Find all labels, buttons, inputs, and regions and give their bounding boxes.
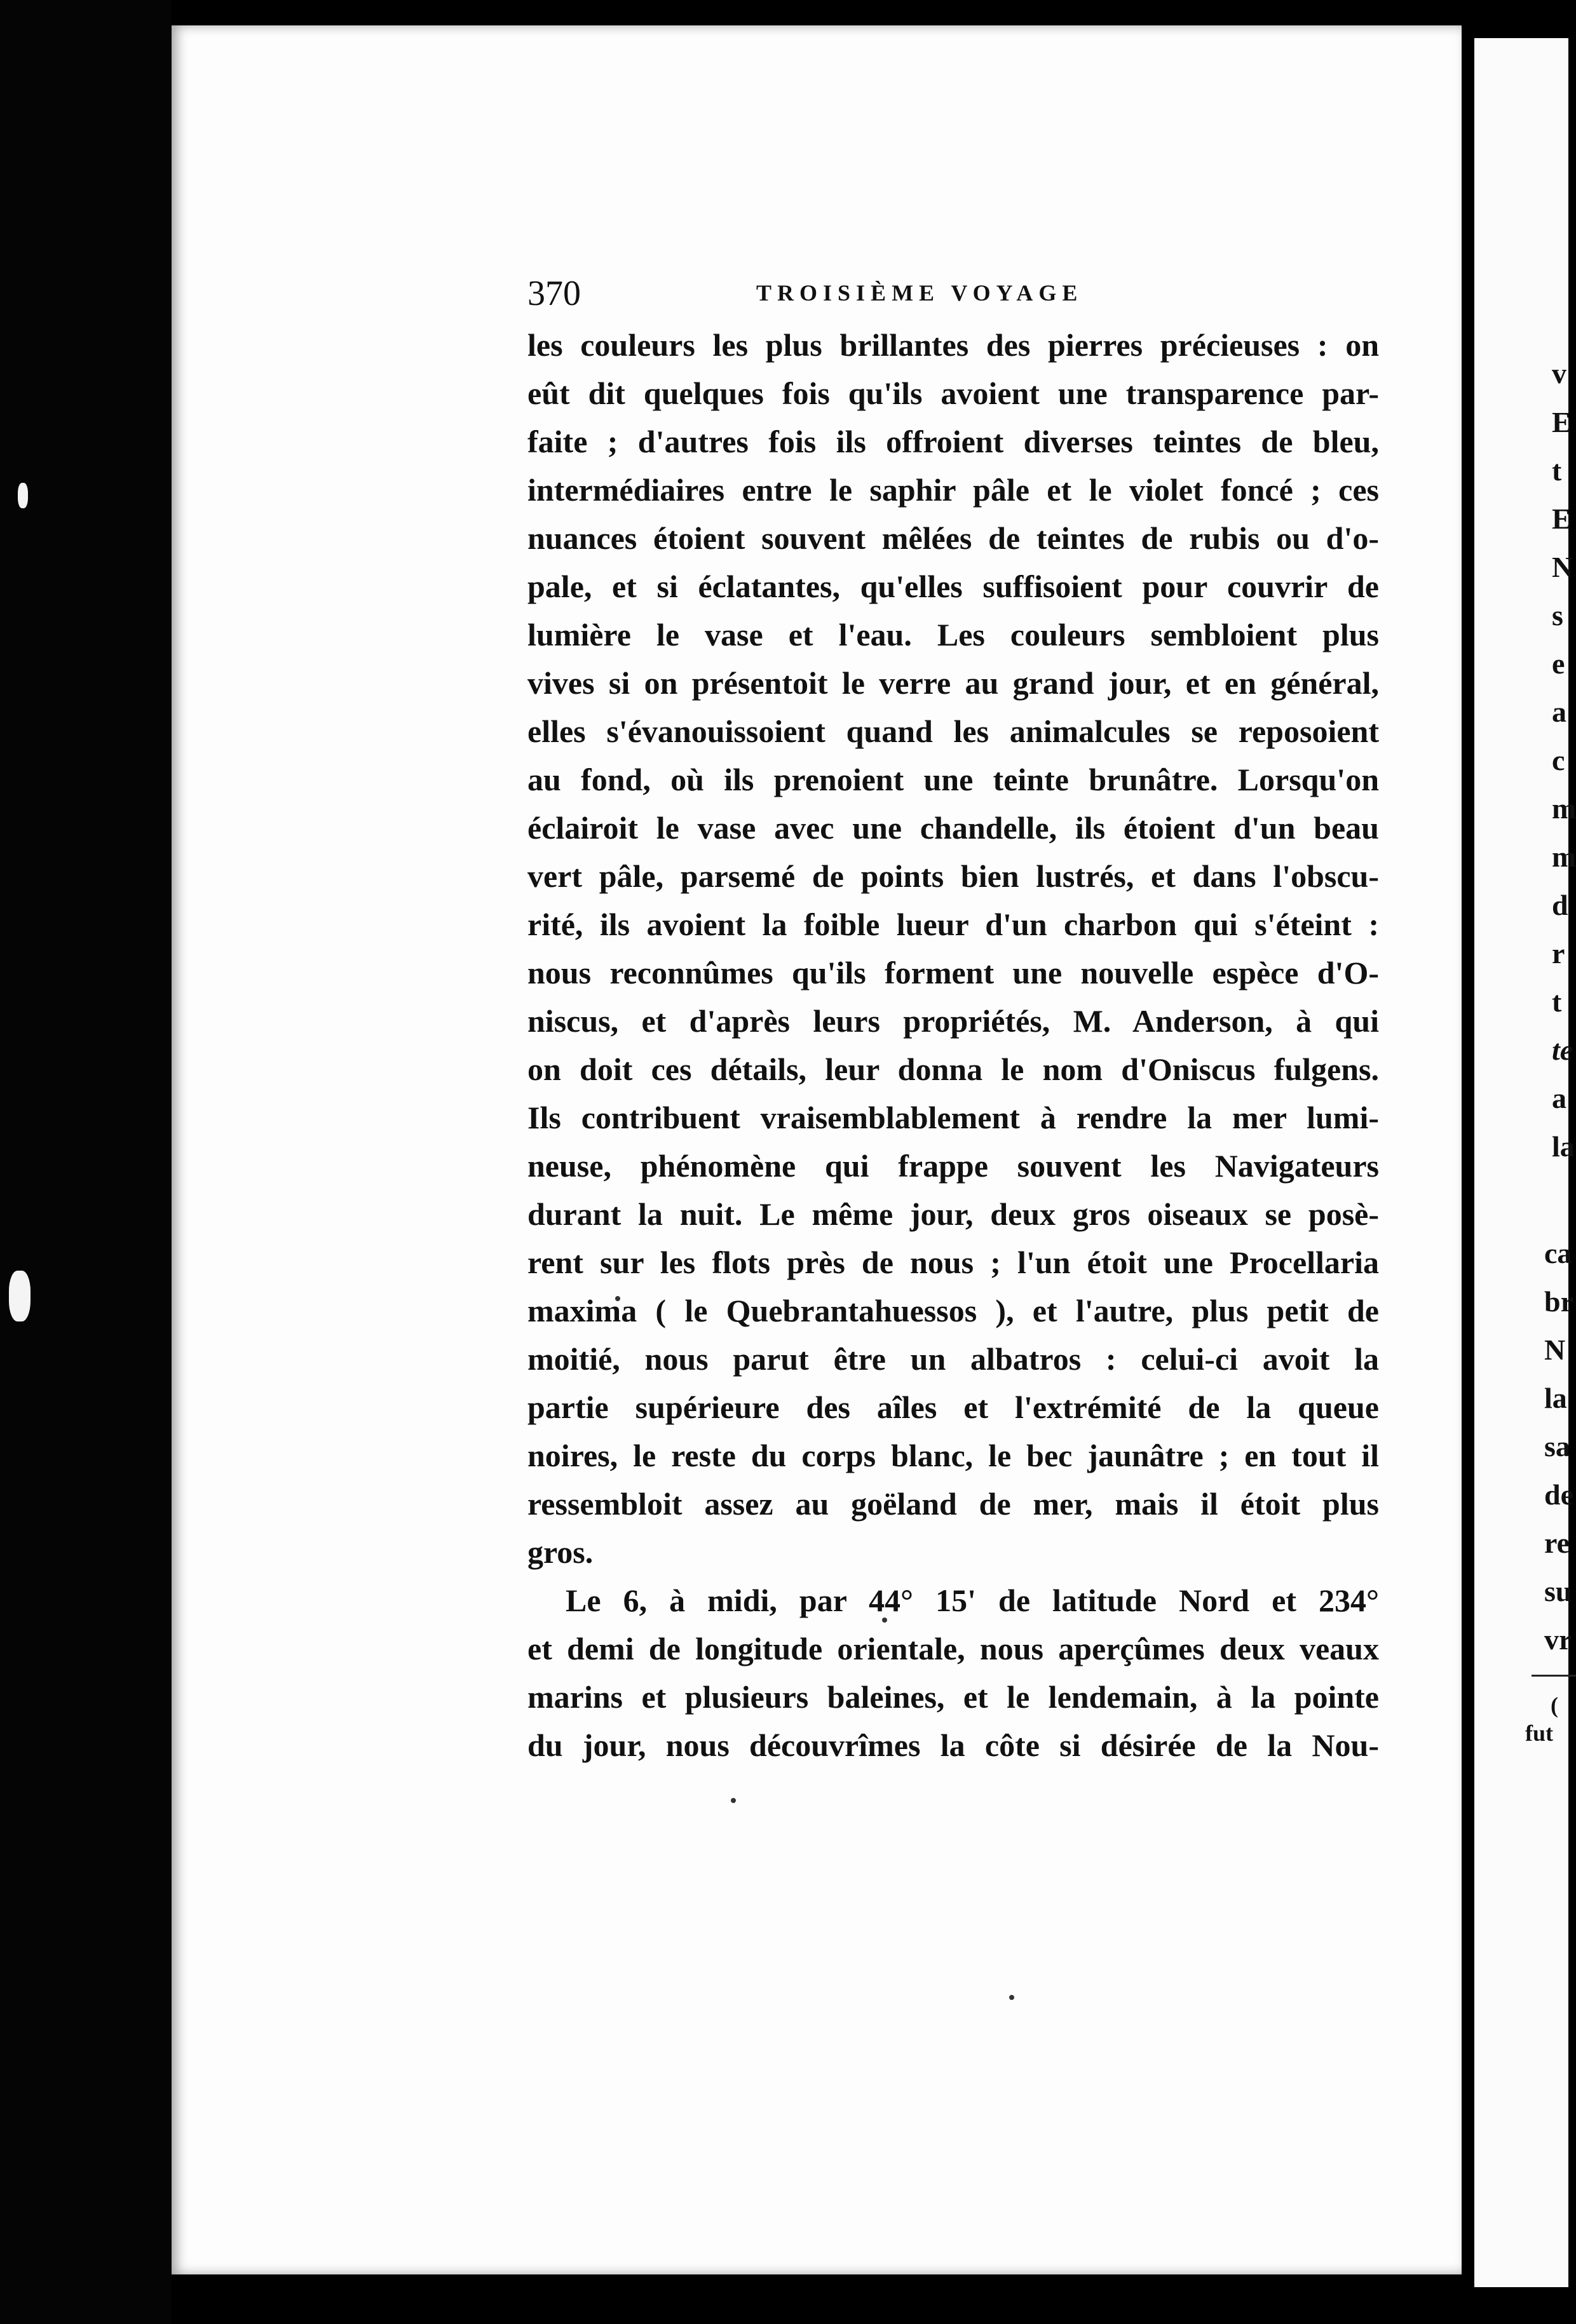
text-line: nuances étoient souvent mêlées de teintes de rubis ou d'o- — [527, 520, 1379, 556]
text-line: vert pâle, parsemé de points bien lustrés, et dans l'obscu- — [527, 858, 1379, 894]
text-line: niscus, et d'après leurs propriétés, M. Anderson, à qui — [527, 1003, 1379, 1039]
facing-fragment: e — [1552, 647, 1565, 680]
scan-fleck — [18, 483, 28, 508]
text-line: lumière le vase et l'eau. Les couleurs sembloient plus — [527, 617, 1379, 652]
facing-fragment: de — [1544, 1478, 1573, 1511]
text-line: gros. — [527, 1534, 594, 1570]
facing-fragment: d — [1552, 889, 1568, 921]
facing-fragment: v — [1552, 357, 1566, 389]
text-line: elles s'évanouissoient quand les animalcules se reposoient — [527, 713, 1379, 749]
facing-fragment: t — [1552, 985, 1562, 1018]
text-line: Ils contribuent vraisemblablement à rendre la mer lumi- — [527, 1100, 1379, 1135]
facing-fragment: E — [1552, 503, 1572, 535]
facing-fragment: m — [1552, 841, 1576, 873]
text-line: intermédiaires entre le saphir pâle et le violet foncé ; ces — [527, 472, 1379, 508]
text-line: et demi de longitude orientale, nous aperçûmes deux veaux — [527, 1631, 1379, 1666]
facing-fragment: r — [1552, 937, 1565, 969]
scan-speck — [731, 1798, 736, 1803]
facing-fragment: c — [1552, 744, 1565, 776]
text-line: au fond, où ils prenoient une teinte brunâtre. Lorsqu'on — [527, 762, 1379, 797]
facing-fragment: t — [1552, 454, 1562, 487]
text-line: on doit ces détails, leur donna le nom d'Oniscus fulgens. — [527, 1051, 1379, 1087]
text-line: eût dit quelques fois qu'ils avoient une transparence par- — [527, 375, 1379, 411]
facing-fragment: m — [1552, 792, 1576, 825]
page-number: 370 — [527, 274, 581, 313]
facing-fragment: la — [1544, 1382, 1567, 1414]
facing-fragment: vr — [1544, 1623, 1572, 1656]
text-line: les couleurs les plus brillantes des pierres précieuses : on — [527, 327, 1379, 363]
text-line: ressembloit assez au goëland de mer, mais il étoit plus — [527, 1486, 1379, 1522]
facing-fragment: fut — [1525, 1720, 1553, 1746]
scan-fleck — [9, 1271, 31, 1321]
text-line: pale, et si éclatantes, qu'elles suffisoient pour couvrir de — [527, 569, 1379, 604]
facing-fragment: N — [1544, 1334, 1566, 1366]
facing-fragment: br — [1544, 1285, 1573, 1318]
facing-fragment: re — [1544, 1527, 1570, 1559]
facing-fragment: a — [1552, 1082, 1566, 1114]
footnote-rule — [1532, 1675, 1576, 1677]
running-head: TROISIÈME VOYAGE — [756, 280, 1084, 306]
facing-fragment: a — [1552, 696, 1566, 728]
facing-fragment: s — [1552, 599, 1563, 632]
text-line: nous reconnûmes qu'ils forment une nouvelle espèce d'O- — [527, 955, 1379, 990]
text-line: marins et plusieurs baleines, et le lendemain, à la pointe — [527, 1679, 1379, 1715]
text-line: éclairoit le vase avec une chandelle, ils étoient d'un beau — [527, 810, 1379, 846]
book-gutter — [1462, 0, 1474, 2324]
facing-fragment: su — [1544, 1575, 1572, 1607]
scan-speck — [1009, 1995, 1014, 2000]
facing-fragment: la — [1552, 1130, 1575, 1163]
text-line: partie supérieure des aîles et l'extrémité de la queue — [527, 1389, 1379, 1425]
text-line: Le 6, à midi, par 44° 15' de latitude Nord et 234° — [566, 1583, 1379, 1618]
facing-fragment: ca — [1544, 1237, 1572, 1269]
text-line: moitié, nous parut être un albatros : celui-ci avoit la — [527, 1341, 1379, 1377]
text-line: faite ; d'autres fois ils offroient diverses teintes de bleu, — [527, 424, 1379, 459]
facing-fragment: ( — [1551, 1692, 1558, 1718]
facing-page-edge — [1474, 38, 1576, 2287]
body-text — [527, 321, 1379, 1769]
text-line: neuse, phénomène qui frappe souvent les Navigateurs — [527, 1148, 1379, 1184]
text-line: noires, le reste du corps blanc, le bec jaunâtre ; en tout il — [527, 1438, 1379, 1473]
text-line: durant la nuit. Le même jour, deux gros oiseaux se posè- — [527, 1196, 1379, 1232]
page-header — [527, 273, 1404, 318]
facing-fragment: N — [1552, 551, 1573, 583]
facing-fragment: te — [1552, 1034, 1573, 1066]
text-line: vives si on présentoit le verre au grand jour, et en général, — [527, 665, 1379, 701]
text-line: rent sur les flots près de nous ; l'un étoit une Procellaria — [527, 1245, 1379, 1280]
text-line: maxima ( le Quebrantahuessos ), et l'autre, plus petit de — [527, 1293, 1379, 1328]
text-line: du jour, nous découvrîmes la côte si désirée de la Nou- — [527, 1727, 1379, 1763]
scan-left-margin — [0, 0, 172, 2324]
text-line: rité, ils avoient la foible lueur d'un charbon qui s'éteint : — [527, 907, 1379, 942]
facing-fragment: sa — [1544, 1430, 1570, 1463]
facing-fragment: E — [1552, 406, 1572, 438]
